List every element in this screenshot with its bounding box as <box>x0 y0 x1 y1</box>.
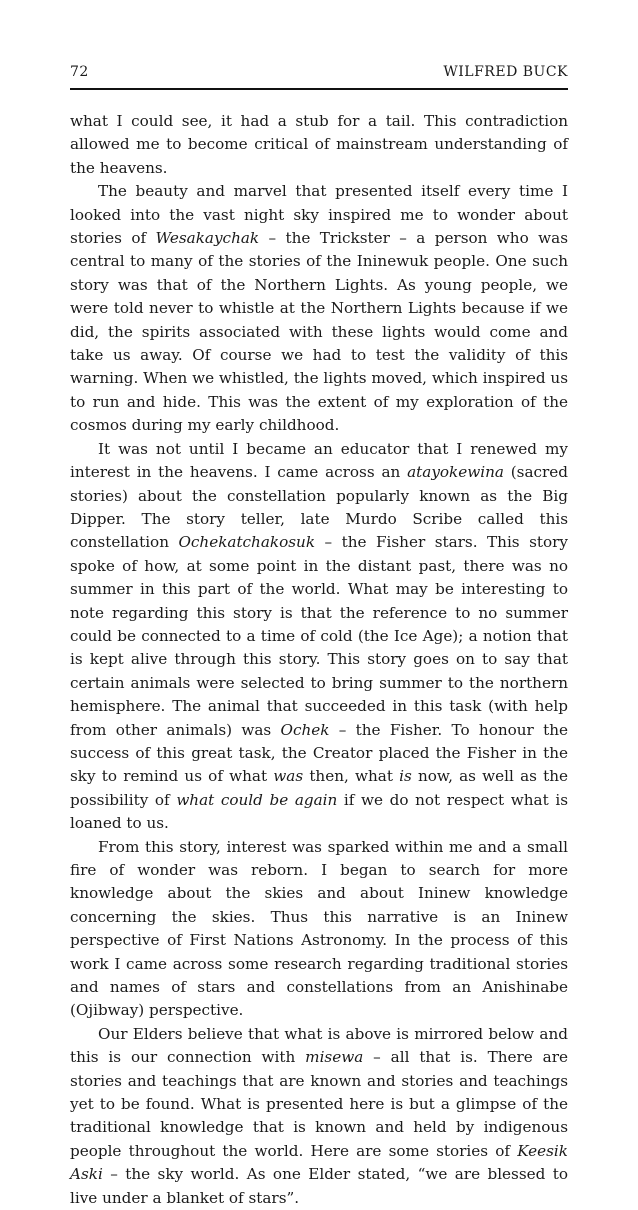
text-run: – all that is. There are stories and teachings that are known and stories and teachings yet to be found. What is presented here is but a glimpse of the traditional knowledge that is known and held by indigenous people throughout the world. Here are some stories of <box>70 1048 568 1160</box>
paragraph-3 <box>70 438 568 836</box>
italic-term: misewa <box>305 1048 364 1067</box>
italic-term: what could be again <box>176 790 338 809</box>
text-run: (sacred stories) about the constellation popularly known as the Big Dipper. The story teller, late Murdo Scribe called this constellation <box>70 463 569 552</box>
text-run: if we do not respect what is loaned to us. <box>70 790 568 833</box>
page-number: 72 <box>70 64 89 80</box>
paragraph-2 <box>70 180 568 437</box>
paragraph-4 <box>70 836 568 1023</box>
text-run: From this story, interest was sparked within me and a small fire of wonder was reborn. I began to search for more knowledge about the skies and about Ininew knowledge concerning the skies. Thus this narrative is an Ininew perspective of First Nations Astronomy. In the process of this work I came across some research regarding traditional stories and names of stars and constellations from an Anishinabe (Ojibway) perspective. <box>70 837 568 1020</box>
text-run: now, as well as the possibility of <box>70 767 568 809</box>
text-run: then, what <box>303 767 400 786</box>
italic-term: Keesik Aski <box>70 1141 568 1184</box>
body-text <box>70 110 568 1210</box>
text-run: what I could see, it had a stub for a tail. This contradiction allowed me to become critical of mainstream understanding of the heavens. <box>70 112 568 177</box>
italic-term: Ochek <box>280 720 330 739</box>
header-rule <box>70 88 568 90</box>
text-run: – the Trickster – a person who was central to many of the stories of the Ininewuk people. One such story was that of the Northern Lights. As young people, we were told never to whistle at the Northern Lights because if we did, the spirits associated with these lights would come and take us away. Of course we had to test the validity of this warning. When we whistled, the lights moved, which inspired us to run and hide. This was the extent of my exploration of the cosmos during my early childhood. <box>70 229 568 435</box>
text-run: – the Fisher. To honour the success of this great task, the Creator placed the Fisher in the sky to remind us of what <box>70 720 568 786</box>
text-run: Our Elders believe that what is above is mirrored below and this is our connection with <box>70 1024 568 1067</box>
paragraph-5 <box>70 1023 568 1210</box>
running-header <box>70 64 568 80</box>
text-run: – the sky world. As one Elder stated, “we are blessed to live under a blanket of stars”. <box>70 1165 568 1207</box>
running-head-author: WILFRED BUCK <box>443 64 568 80</box>
text-run: It was not until I became an educator that I renewed my interest in the heavens. I came across an <box>70 439 568 482</box>
italic-term: was <box>273 767 304 786</box>
paragraph-1 <box>70 110 568 180</box>
text-run: The beauty and marvel that presented itself every time I looked into the vast night sky inspired me to wonder about stories of <box>70 182 568 248</box>
italic-term: Ochekatchakosuk <box>178 533 316 552</box>
italic-term: Wesakaychak <box>155 229 260 248</box>
text-run: – the Fisher stars. This story spoke of how, at some point in the distant past, there was no summer in this part of the world. What may be interesting to note regarding this story is that the reference to no summer could be connected to a time of cold (the Ice Age); a notion that is kept alive through this story. This story goes on to say that certain animals were selected to bring summer to the northern hemisphere. The animal that succeeded in this task (with help from other animals) was <box>70 533 568 739</box>
italic-term: atayokewina <box>407 463 504 482</box>
italic-term: is <box>399 767 412 786</box>
